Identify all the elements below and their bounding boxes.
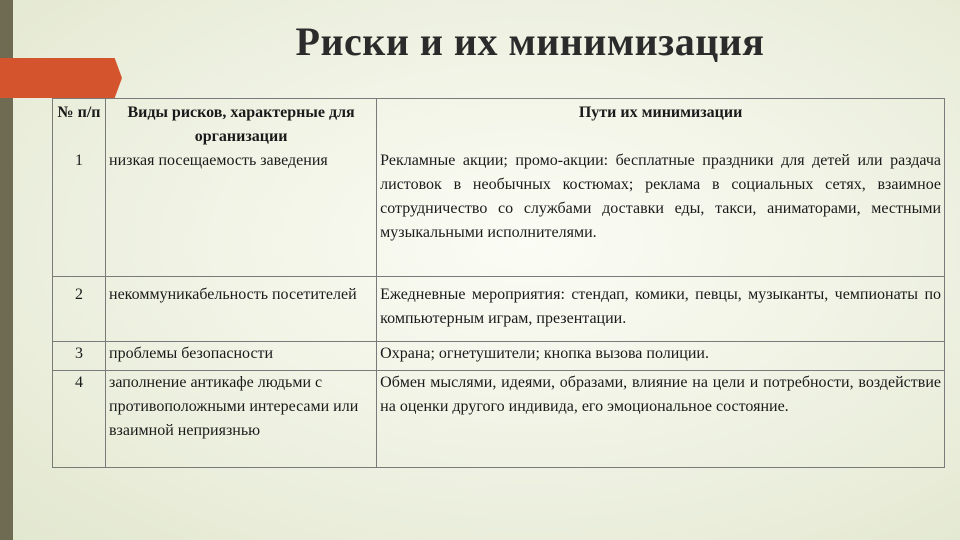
row-number: 2 bbox=[53, 276, 106, 341]
table-header-row bbox=[53, 99, 945, 150]
risk-cell: проблемы безопасности bbox=[106, 341, 377, 370]
ways-cell: Обмен мыслями, идеями, образами, влияние на цели и потребности, воздействие на оценки другого индивида, его эмоциональное состояние. bbox=[377, 370, 945, 467]
row-number: 1 bbox=[53, 149, 106, 276]
table-row bbox=[53, 276, 945, 341]
ways-cell: Ежедневные мероприятия: стендап, комики, певцы, музыканты, чемпионаты по компьютерным играм, презентации. bbox=[377, 276, 945, 341]
row-number: 4 bbox=[53, 370, 106, 467]
risk-cell: заполнение антикафе людьми с противоположными интересами или взаимной неприязнью bbox=[106, 370, 377, 467]
header-ways: Пути их минимизации bbox=[377, 99, 945, 150]
ways-cell: Рекламные акции; промо-акции: бесплатные праздники для детей или раздача листовок в необычных костюмах; реклама в социальных сетях, взаимное сотрудничество со службами доставки еды, такси, аниматорами, местными музыкальными исполнителями. bbox=[377, 149, 945, 276]
header-number: № п/п bbox=[53, 99, 106, 150]
table-row bbox=[53, 341, 945, 370]
risk-cell: некоммуникабельность посетителей bbox=[106, 276, 377, 341]
risk-cell: низкая посещаемость заведения bbox=[106, 149, 377, 276]
row-number: 3 bbox=[53, 341, 106, 370]
risks-table bbox=[52, 98, 945, 468]
header-risk-types: Виды рисков, характерные для организации bbox=[106, 99, 377, 150]
title-accent-bar bbox=[0, 58, 122, 98]
slide-title: Риски и их минимизация bbox=[295, 19, 765, 64]
table-row bbox=[53, 149, 945, 276]
ways-cell: Охрана; огнетушители; кнопка вызова полиции. bbox=[377, 341, 945, 370]
table-row bbox=[53, 370, 945, 467]
